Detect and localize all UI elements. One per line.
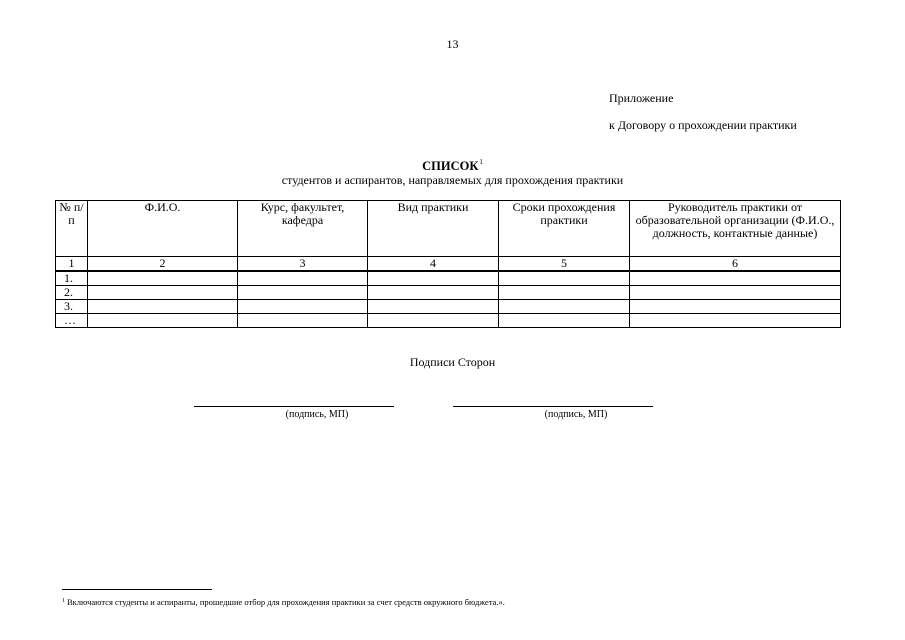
row-number: 3. <box>56 300 88 314</box>
footnote-text: Включаются студенты и аспиранты, прошедшие отбор для прохождения практики за счет средств окружного бюджета.». <box>67 597 505 607</box>
document-subtitle: студентов и аспирантов, направляемых для прохождения практики <box>281 173 624 187</box>
signature-line-right <box>453 406 653 407</box>
footnote <box>62 597 505 607</box>
header-full-name: Ф.И.О. <box>88 201 238 257</box>
footnote-marker: 1 <box>62 598 65 604</box>
signature-caption-left: (подпись, МП) <box>285 409 349 420</box>
column-numbering-row <box>56 257 841 272</box>
table-cell <box>238 271 368 286</box>
appendix-reference: к Договору о прохождении практики <box>609 118 797 132</box>
header-supervisor: Руководитель практики от образовательной организации (Ф.И.О., должность, контактные данные) <box>630 201 841 257</box>
column-number: 4 <box>368 257 499 272</box>
table-header-row <box>56 201 841 257</box>
table-cell <box>238 300 368 314</box>
table-cell <box>368 286 499 300</box>
table-cell <box>499 271 630 286</box>
row-number: 1. <box>56 271 88 286</box>
table-cell <box>630 314 841 328</box>
students-table <box>55 200 841 328</box>
header-practice-dates: Сроки прохождения практики <box>499 201 630 257</box>
table-row <box>56 286 841 300</box>
document-title <box>0 158 905 174</box>
table-cell <box>630 286 841 300</box>
header-course-faculty: Курс, факультет, кафедра <box>238 201 368 257</box>
table-row <box>56 271 841 286</box>
table-cell <box>368 314 499 328</box>
header-practice-type: Вид практики <box>368 201 499 257</box>
footnote-separator <box>62 589 212 590</box>
column-number: 3 <box>238 257 368 272</box>
header-number: № п/п <box>56 201 88 257</box>
table-cell <box>630 271 841 286</box>
table-cell <box>630 300 841 314</box>
table-cell <box>368 300 499 314</box>
table-row <box>56 314 841 328</box>
signature-line-left <box>194 406 394 407</box>
row-number: … <box>56 314 88 328</box>
table-cell <box>238 286 368 300</box>
title-footnote-ref: 1 <box>479 158 483 166</box>
title-text: СПИСОК <box>422 159 479 173</box>
table-row <box>56 300 841 314</box>
signatures-title: Подписи Сторон <box>409 355 496 369</box>
column-number: 2 <box>88 257 238 272</box>
column-number: 5 <box>499 257 630 272</box>
row-number: 2. <box>56 286 88 300</box>
column-number: 1 <box>56 257 88 272</box>
appendix-label: Приложение <box>609 91 674 105</box>
table-cell <box>88 300 238 314</box>
table-cell <box>88 286 238 300</box>
page-number: 13 <box>446 37 459 51</box>
table-cell <box>88 314 238 328</box>
column-number: 6 <box>630 257 841 272</box>
signature-caption-right: (подпись, МП) <box>544 409 608 420</box>
table-cell <box>238 314 368 328</box>
table-cell <box>499 286 630 300</box>
table-cell <box>368 271 499 286</box>
table-cell <box>499 314 630 328</box>
table-cell <box>88 271 238 286</box>
table-cell <box>499 300 630 314</box>
